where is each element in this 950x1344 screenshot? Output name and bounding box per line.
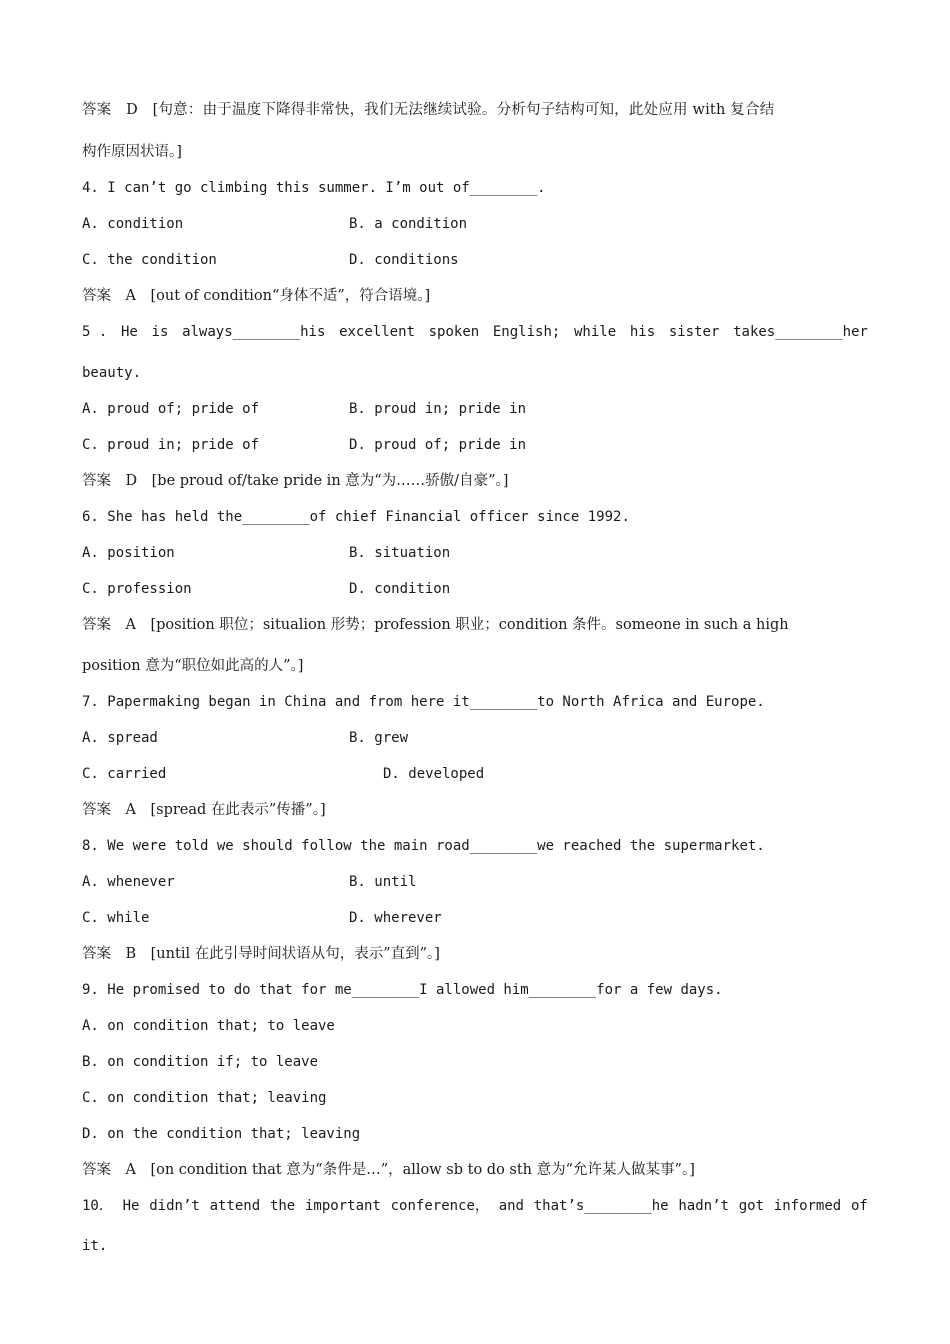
q5-word: He (120, 324, 138, 340)
answer-3-line-1: 答案 D [句意：由于温度下降得非常快，我们无法继续试验。分析句子结构可知，此处应用 with 复合结 (82, 102, 775, 118)
q8-option-b: B. until (349, 874, 417, 890)
q7-option-a: A. spread (82, 730, 158, 746)
q9-option-b: B. on condition if; to leave (82, 1054, 319, 1070)
q10-word: He (122, 1198, 140, 1214)
answer-7: 答案 A [spread 在此表示”传播”。] (82, 802, 326, 818)
q7-option-b: B. grew (349, 730, 409, 746)
q6-option-c: C. profession (82, 581, 192, 597)
q9-option-a: A. on condition that; to leave (82, 1018, 335, 1034)
question-4: 4. I can’t go climbing this summer. I’m out of________. (82, 180, 546, 196)
question-8: 8. We were told we should follow the main road________we reached the supermarket. (82, 838, 765, 854)
q5-word: takes________her (733, 324, 868, 340)
q5-word: 5 . (82, 324, 108, 340)
q5-word: English; (492, 324, 561, 340)
q6-option-b: B. situation (349, 545, 451, 561)
q5-word: while (574, 324, 617, 340)
q5-option-d: D. proud of; pride in (349, 437, 527, 453)
q5-option-c: C. proud in; pride of (82, 437, 260, 453)
q5-word: sister (668, 324, 720, 340)
q5-word: always________his (182, 324, 326, 340)
q5-option-b: B. proud in; pride in (349, 401, 527, 417)
question-6: 6. She has held the________of chief Financial officer since 1992. (82, 509, 630, 525)
q7-option-d: D. developed (383, 766, 485, 782)
q9-option-d: D. on the condition that; leaving (82, 1126, 361, 1142)
question-9: 9. He promised to do that for me________I allowed him________for a few days. (82, 982, 723, 998)
q9-option-c: C. on condition that; leaving (82, 1090, 327, 1106)
q10-word: of (850, 1198, 868, 1214)
q10-word: 10． (82, 1198, 113, 1214)
question-10-line-1 (82, 1196, 868, 1216)
q4-option-b: B. a condition (349, 216, 468, 232)
q10-word: got (738, 1198, 765, 1214)
question-5-line-2: beauty. (82, 365, 142, 381)
q5-word: is (151, 324, 169, 340)
q4-option-d: D. conditions (349, 252, 459, 268)
q10-word: didn’t (149, 1198, 200, 1214)
q8-option-a: A. whenever (82, 874, 175, 890)
q7-option-c: C. carried (82, 766, 167, 782)
answer-6-line-2: position 意为“职位如此高的人”。] (82, 658, 304, 674)
q4-option-c: C. the condition (82, 252, 217, 268)
question-5-line-1 (82, 322, 868, 342)
q8-option-c: C. while (82, 910, 150, 926)
q10-word: conference， (390, 1198, 489, 1214)
answer-8: 答案 B [until 在此引导时间状语从句，表示”直到”。] (82, 946, 440, 962)
answer-9: 答案 A [on condition that 意为“条件是…”，allow sb to do sth 意为“允许某人做某事”。] (82, 1162, 695, 1178)
answer-4: 答案 A [out of condition“身体不适”，符合语境。] (82, 288, 431, 304)
answer-6-line-1: 答案 A [position 职位；situalion 形势；profession 职业；condition 条件。someone in such a high (82, 617, 789, 633)
q10-word: informed (773, 1198, 842, 1214)
answer-5: 答案 D [be proud of/take pride in 意为“为……骄傲/自豪”。] (82, 473, 509, 489)
q5-word: excellent (339, 324, 415, 340)
q5-word: his (629, 324, 656, 340)
q5-option-a: A. proud of; pride of (82, 401, 260, 417)
question-10-line-2: it. (82, 1238, 108, 1254)
q10-word: important (305, 1198, 381, 1214)
q10-word: and (498, 1198, 524, 1214)
q10-word: that’s________he (533, 1198, 669, 1214)
q4-option-a: A. condition (82, 216, 184, 232)
answer-3-line-2: 构作原因状语。] (82, 144, 182, 160)
q6-option-d: D. condition (349, 581, 451, 597)
q10-word: the (269, 1198, 296, 1214)
q10-word: attend (209, 1198, 261, 1214)
q5-word: spoken (428, 324, 480, 340)
q10-word: hadn’t (678, 1198, 729, 1214)
question-7: 7. Papermaking began in China and from here it________to North Africa and Europe. (82, 694, 765, 710)
q6-option-a: A. position (82, 545, 175, 561)
q8-option-d: D. wherever (349, 910, 442, 926)
